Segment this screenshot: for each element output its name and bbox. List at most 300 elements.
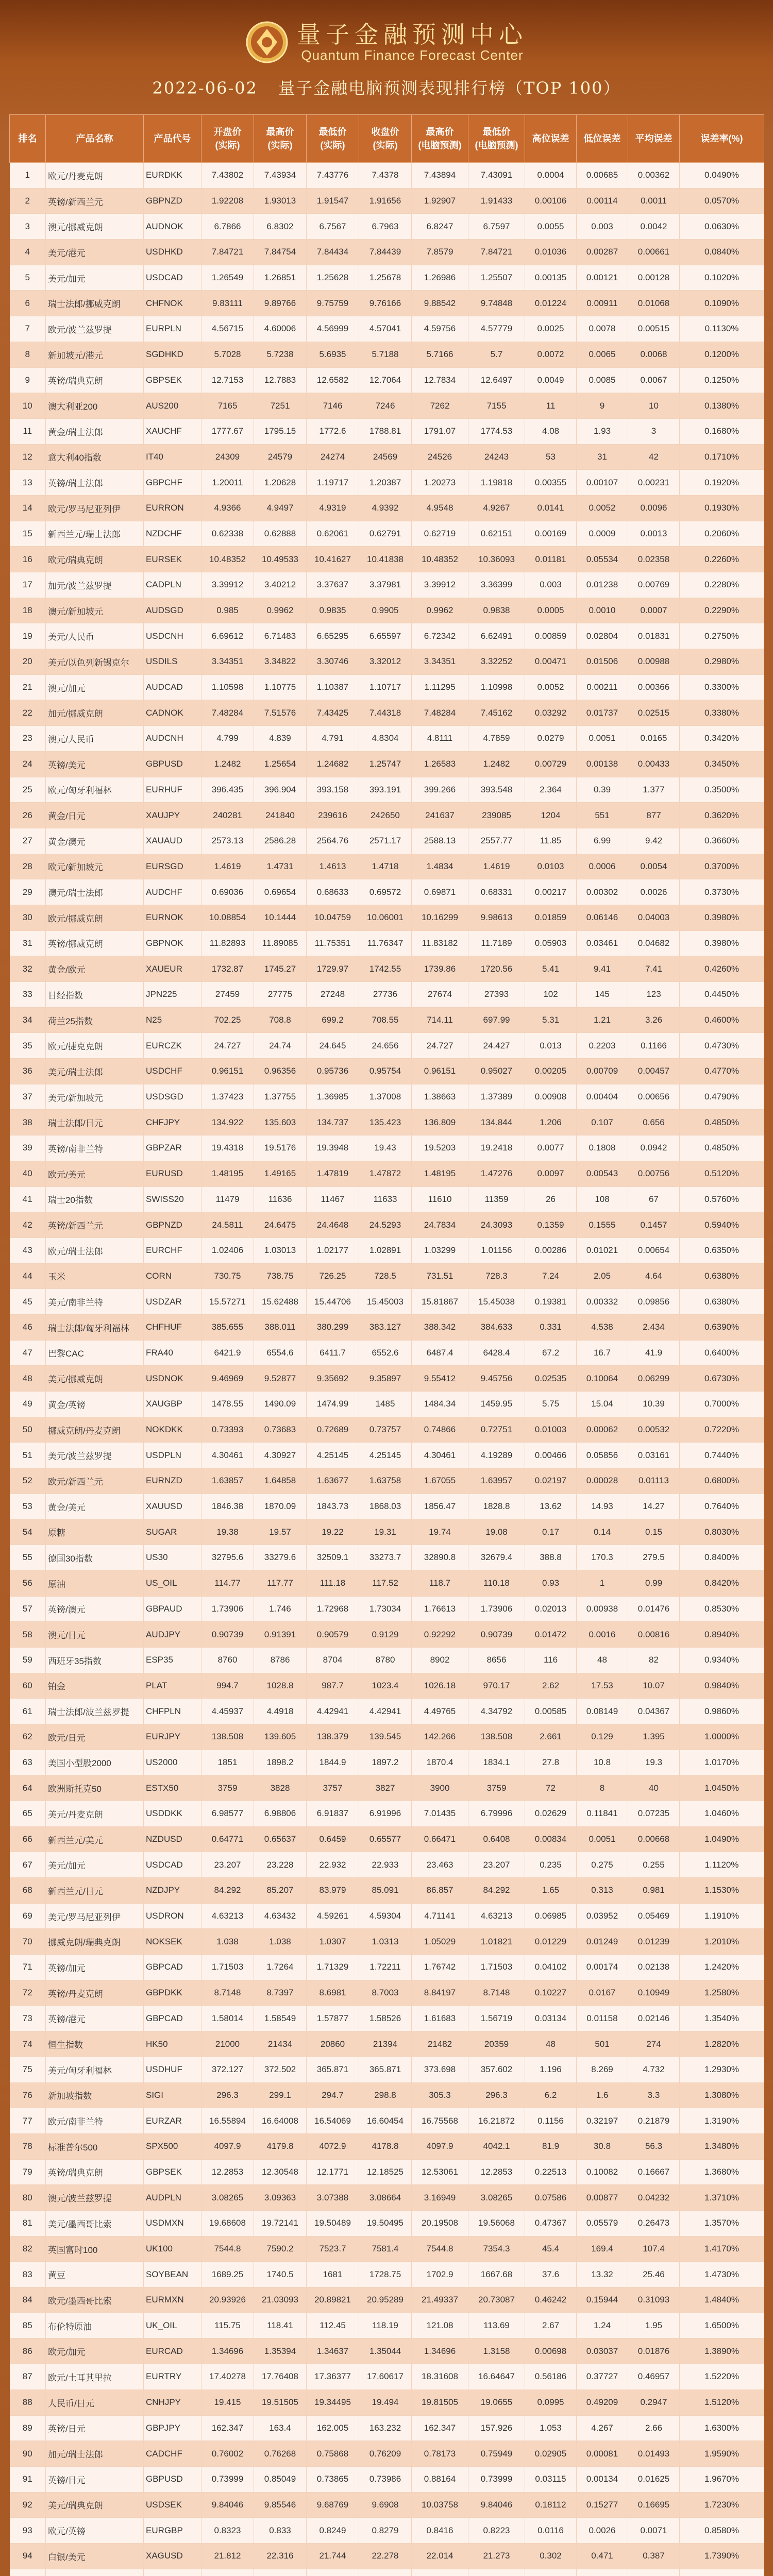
- error-rate-cell: 0.0490%: [680, 163, 764, 189]
- pred-high-cell: 388.342: [412, 1314, 468, 1340]
- column-header-label: 低位误差: [583, 133, 621, 144]
- close-cell: 5.7188: [359, 342, 412, 367]
- table-row: [10, 316, 764, 342]
- close-cell: 7581.4: [359, 2236, 412, 2262]
- rank-cell: 66: [10, 1826, 46, 1852]
- pred-low-cell: 1459.95: [468, 1392, 525, 1417]
- close-cell: 6.91996: [359, 1801, 412, 1827]
- close-cell: 1.35044: [359, 2338, 412, 2364]
- product-code-cell: XAUGBP: [144, 1392, 201, 1417]
- product-code-cell: EURNOK: [144, 905, 201, 930]
- product-name-cell: 美国小型股2000: [46, 1750, 144, 1775]
- rank-cell: 76: [10, 2082, 46, 2108]
- low-error-cell: 0.0010: [577, 598, 628, 623]
- low-cell: 0.75868: [307, 2441, 359, 2467]
- high-error-cell: 0.56186: [525, 2364, 577, 2390]
- high-error-cell: 11: [525, 393, 577, 419]
- low-cell: 4.9319: [307, 495, 359, 521]
- error-rate-cell: 0.6800%: [680, 1468, 764, 1494]
- high-cell: 8.7397: [254, 1980, 307, 2006]
- high-error-cell: 11.85: [525, 828, 577, 854]
- rank-cell: 91: [10, 2466, 46, 2492]
- avg-error-cell: 0.0007: [628, 598, 680, 623]
- high-cell: 0.62888: [254, 521, 307, 547]
- pred-low-cell: 4.7859: [468, 726, 525, 752]
- rank-cell: 45: [10, 1289, 46, 1315]
- product-name-cell: 美元/波兰兹罗提: [46, 1443, 144, 1468]
- close-cell: 1485: [359, 1392, 412, 1417]
- table-row: [10, 214, 764, 240]
- close-cell: 393.191: [359, 777, 412, 803]
- product-code-cell: AUDNOK: [144, 214, 201, 240]
- avg-error-cell: 0.02515: [628, 700, 680, 726]
- product-name-cell: 美元/丹麦克朗: [46, 1801, 144, 1827]
- open-cell: 84.292: [201, 1878, 254, 1904]
- low-error-cell: 30.8: [577, 2133, 628, 2159]
- pred-low-cell: 12.2853: [468, 2159, 525, 2185]
- avg-error-cell: 0.01876: [628, 2338, 680, 2364]
- low-cell: 83.979: [307, 1878, 359, 1904]
- open-cell: [201, 2569, 254, 2576]
- table-row: [10, 1468, 764, 1494]
- pred-low-cell: 7.43091: [468, 163, 525, 189]
- rank-cell: 28: [10, 854, 46, 879]
- high-error-cell: 7.24: [525, 1263, 577, 1289]
- table-row: [10, 1750, 764, 1775]
- pred-high-cell: 0.62719: [412, 521, 468, 547]
- pred-high-cell: 8902: [412, 1647, 468, 1673]
- high-error-cell: 0.01224: [525, 291, 577, 316]
- product-code-cell: IT40: [144, 444, 201, 470]
- low-cell: 16.54069: [307, 2108, 359, 2134]
- product-code-cell: GBPSEK: [144, 2159, 201, 2185]
- high-error-cell: 1.206: [525, 1110, 577, 1136]
- product-code-cell: GBPCAD: [144, 2006, 201, 2031]
- close-cell: 4.25145: [359, 1443, 412, 1468]
- avg-error-cell: 0.0042: [628, 214, 680, 240]
- pred-high-cell: 305.3: [412, 2082, 468, 2108]
- avg-error-cell: 0.02146: [628, 2006, 680, 2031]
- pred-high-cell: 7.8579: [412, 240, 468, 265]
- table-row: [10, 2082, 764, 2108]
- table-row: [10, 674, 764, 700]
- product-name-cell: 恒生指数: [46, 2031, 144, 2057]
- product-code-cell: US2000: [144, 1750, 201, 1775]
- low-cell: 1.72968: [307, 1596, 359, 1622]
- low-cell: 1843.73: [307, 1494, 359, 1519]
- high-error-cell: 0.18112: [525, 2492, 577, 2518]
- high-error-cell: 0.07586: [525, 2185, 577, 2211]
- high-error-cell: 0.03134: [525, 2006, 577, 2031]
- product-code-cell: GBPUSD: [144, 2466, 201, 2492]
- high-error-cell: 0.02905: [525, 2441, 577, 2467]
- product-name-cell: 新西兰元/日元: [46, 1878, 144, 1904]
- open-cell: 6.7866: [201, 214, 254, 240]
- pred-high-cell: 8.84197: [412, 1980, 468, 2006]
- low-cell: 7146: [307, 393, 359, 419]
- rank-cell: 85: [10, 2313, 46, 2338]
- pred-low-cell: 6428.4: [468, 1340, 525, 1366]
- high-cell: 396.904: [254, 777, 307, 803]
- open-cell: 0.8323: [201, 2518, 254, 2544]
- product-code-cell: EURRON: [144, 495, 201, 521]
- open-cell: 7165: [201, 393, 254, 419]
- product-code-cell: USDILS: [144, 649, 201, 675]
- error-rate-cell: 0.3420%: [680, 726, 764, 752]
- open-cell: 296.3: [201, 2082, 254, 2108]
- high-cell: 1898.2: [254, 1750, 307, 1775]
- error-rate-cell: 0.2280%: [680, 572, 764, 598]
- low-cell: 699.2: [307, 1007, 359, 1033]
- avg-error-cell: 25.46: [628, 2262, 680, 2287]
- low-cell: 1844.9: [307, 1750, 359, 1775]
- close-cell: 708.55: [359, 1007, 412, 1033]
- table-row: [10, 1826, 764, 1852]
- high-error-cell: 48: [525, 2031, 577, 2057]
- pred-low-cell: 11.7189: [468, 930, 525, 956]
- pred-low-cell: 134.844: [468, 1110, 525, 1136]
- high-error-cell: 0.00698: [525, 2338, 577, 2364]
- product-code-cell: XAGUSD: [144, 2543, 201, 2569]
- rank-cell: 70: [10, 1929, 46, 1955]
- low-cell: 1474.99: [307, 1392, 359, 1417]
- product-code-cell: AUDSGD: [144, 598, 201, 623]
- rank-cell: 4: [10, 240, 46, 265]
- high-error-cell: 0.03292: [525, 700, 577, 726]
- close-cell: 1742.55: [359, 956, 412, 982]
- pred-low-cell: 1.01156: [468, 1238, 525, 1263]
- open-cell: 11.82893: [201, 930, 254, 956]
- high-cell: 163.4: [254, 2415, 307, 2441]
- table-row: [10, 2159, 764, 2185]
- pred-high-cell: 3.16949: [412, 2185, 468, 2211]
- product-name-cell: 新西兰元/美元: [46, 1826, 144, 1852]
- error-rate-cell: [680, 2569, 764, 2576]
- close-cell: 3.32012: [359, 649, 412, 675]
- open-cell: 19.68608: [201, 2211, 254, 2236]
- open-cell: 3759: [201, 1775, 254, 1801]
- product-name-cell: 白银/美元: [46, 2543, 144, 2569]
- low-error-cell: 0.00404: [577, 1084, 628, 1110]
- pred-low-cell: 7354.3: [468, 2236, 525, 2262]
- close-cell: 163.232: [359, 2415, 412, 2441]
- low-cell: 112.45: [307, 2313, 359, 2338]
- close-cell: 1.37008: [359, 1084, 412, 1110]
- high-cell: 1795.15: [254, 418, 307, 444]
- open-cell: 6.98577: [201, 1801, 254, 1827]
- table-row: [10, 1110, 764, 1136]
- product-code-cell: GBPCAD: [144, 1955, 201, 1980]
- product-code-cell: SPX500: [144, 2133, 201, 2159]
- rank-cell: 90: [10, 2441, 46, 2467]
- pred-high-cell: 1.38663: [412, 1084, 468, 1110]
- high-error-cell: 0.0279: [525, 726, 577, 752]
- high-cell: 1.49165: [254, 1161, 307, 1187]
- error-rate-cell: 0.0570%: [680, 188, 764, 214]
- high-error-cell: 0.47367: [525, 2211, 577, 2236]
- avg-error-cell: 0.1166: [628, 1033, 680, 1059]
- rank-cell: 57: [10, 1596, 46, 1622]
- product-name-cell: 德国30指数: [46, 1545, 144, 1571]
- pred-high-cell: 3.39912: [412, 572, 468, 598]
- pred-high-cell: 1.26986: [412, 265, 468, 291]
- pred-low-cell: 19.2418: [468, 1136, 525, 1161]
- pred-low-cell: 20359: [468, 2031, 525, 2057]
- error-rate-cell: 0.4790%: [680, 1084, 764, 1110]
- product-code-cell: USDSGD: [144, 1084, 201, 1110]
- avg-error-cell: 0.02138: [628, 1955, 680, 1980]
- close-cell: 383.127: [359, 1314, 412, 1340]
- rank-cell: 63: [10, 1750, 46, 1775]
- rank-cell: 72: [10, 1980, 46, 2006]
- brand-name-cn: 量子金融预测中心: [297, 21, 528, 48]
- pred-low-cell: 24.427: [468, 1033, 525, 1059]
- rank-cell: 2: [10, 188, 46, 214]
- low-error-cell: 0.0051: [577, 726, 628, 752]
- error-rate-cell: 0.2060%: [680, 521, 764, 547]
- pred-high-cell: 3.34351: [412, 649, 468, 675]
- high-error-cell: 0.0025: [525, 316, 577, 342]
- product-code-cell: USDSEK: [144, 2492, 201, 2518]
- rank-cell: 53: [10, 1494, 46, 1519]
- table-row: [10, 1007, 764, 1033]
- table-row: [10, 1903, 764, 1929]
- error-rate-cell: 0.4770%: [680, 1059, 764, 1084]
- column-header: [468, 115, 525, 163]
- column-header-label: 排名: [18, 133, 37, 144]
- high-cell: 0.91391: [254, 1622, 307, 1648]
- close-cell: 3.37981: [359, 572, 412, 598]
- high-cell: 3828: [254, 1775, 307, 1801]
- close-cell: 4.57041: [359, 316, 412, 342]
- avg-error-cell: 0.01831: [628, 623, 680, 649]
- pred-high-cell: 12.7834: [412, 367, 468, 393]
- column-header-sublabel: (实际): [373, 140, 398, 150]
- column-header-label: 最低价: [482, 127, 511, 137]
- product-code-cell: EURDKK: [144, 163, 201, 189]
- pred-high-cell: 373.698: [412, 2057, 468, 2082]
- close-cell: 1868.03: [359, 1494, 412, 1519]
- error-rate-cell: 0.8940%: [680, 1622, 764, 1648]
- high-cell: 3.40212: [254, 572, 307, 598]
- product-code-cell: EURGBP: [144, 2518, 201, 2544]
- low-error-cell: 0.01238: [577, 572, 628, 598]
- avg-error-cell: 10: [628, 393, 680, 419]
- low-cell: 1681: [307, 2262, 359, 2287]
- product-code-cell: EURPLN: [144, 316, 201, 342]
- high-cell: 11.89085: [254, 930, 307, 956]
- low-cell: 0.90579: [307, 1622, 359, 1648]
- product-name-cell: 英镑/日元: [46, 2466, 144, 2492]
- pred-high-cell: 1.05029: [412, 1929, 468, 1955]
- low-error-cell: 0.0016: [577, 1622, 628, 1648]
- open-cell: 2573.13: [201, 828, 254, 854]
- table-body: [10, 163, 764, 2576]
- low-cell: 4072.9: [307, 2133, 359, 2159]
- product-name-cell: 英镑/南非兰特: [46, 1136, 144, 1161]
- high-cell: 0.833: [254, 2518, 307, 2544]
- pred-low-cell: 0.68331: [468, 879, 525, 905]
- low-error-cell: 0.00121: [577, 265, 628, 291]
- error-rate-cell: 0.3620%: [680, 803, 764, 828]
- open-cell: 134.922: [201, 1110, 254, 1136]
- rank-cell: 30: [10, 905, 46, 930]
- table-row: [10, 1059, 764, 1084]
- column-header-label: 收盘价: [371, 127, 399, 137]
- open-cell: 3.39912: [201, 572, 254, 598]
- error-rate-cell: 0.5940%: [680, 1212, 764, 1238]
- product-name-cell: 澳元/日元: [46, 1622, 144, 1648]
- pred-low-cell: 19.08: [468, 1519, 525, 1545]
- error-rate-cell: 1.6500%: [680, 2313, 764, 2338]
- high-cell: 27775: [254, 982, 307, 1008]
- open-cell: 1.02406: [201, 1238, 254, 1263]
- open-cell: 10.48352: [201, 547, 254, 572]
- table-row: [10, 1622, 764, 1648]
- low-error-cell: 551: [577, 803, 628, 828]
- high-error-cell: 0.00729: [525, 751, 577, 777]
- error-rate-cell: 0.1930%: [680, 495, 764, 521]
- high-cell: 1.10775: [254, 674, 307, 700]
- high-error-cell: 81.9: [525, 2133, 577, 2159]
- low-cell: 21.744: [307, 2543, 359, 2569]
- high-cell: 0.9962: [254, 598, 307, 623]
- open-cell: 1.71503: [201, 1955, 254, 1980]
- product-code-cell: GBPNOK: [144, 930, 201, 956]
- rank-cell: 12: [10, 444, 46, 470]
- product-code-cell: USDRON: [144, 1903, 201, 1929]
- pred-high-cell: 0.92292: [412, 1622, 468, 1648]
- low-cell: 0.72689: [307, 1417, 359, 1443]
- high-error-cell: 0.01229: [525, 1929, 577, 1955]
- open-cell: 114.77: [201, 1570, 254, 1596]
- rank-cell: 7: [10, 316, 46, 342]
- low-error-cell: 9.41: [577, 956, 628, 982]
- high-cell: 4.63432: [254, 1903, 307, 1929]
- product-name-cell: 欧元/日元: [46, 1724, 144, 1750]
- high-error-cell: 1.196: [525, 2057, 577, 2082]
- open-cell: 20.93926: [201, 2287, 254, 2313]
- low-error-cell: 0.00287: [577, 240, 628, 265]
- pred-high-cell: 0.78173: [412, 2441, 468, 2467]
- pred-low-cell: 0.62151: [468, 521, 525, 547]
- high-error-cell: 0.00135: [525, 265, 577, 291]
- low-error-cell: 0.02804: [577, 623, 628, 649]
- high-cell: 4.30927: [254, 1443, 307, 1468]
- high-cell: 9.89766: [254, 291, 307, 316]
- product-code-cell: NZDJPY: [144, 1878, 201, 1904]
- high-cell: 17.76408: [254, 2364, 307, 2390]
- product-code-cell: NOKDKK: [144, 1417, 201, 1443]
- pred-high-cell: 23.463: [412, 1852, 468, 1878]
- product-code-cell: PLAT: [144, 1673, 201, 1699]
- close-cell: 33273.7: [359, 1545, 412, 1571]
- high-error-cell: 0.00355: [525, 470, 577, 496]
- pred-high-cell: 1791.07: [412, 418, 468, 444]
- close-cell: 19.50495: [359, 2211, 412, 2236]
- pred-low-cell: 1.71503: [468, 1955, 525, 1980]
- high-cell: 0.65637: [254, 1826, 307, 1852]
- avg-error-cell: 0.31093: [628, 2287, 680, 2313]
- open-cell: 4.63213: [201, 1903, 254, 1929]
- product-name-cell: 美元/新加坡元: [46, 1084, 144, 1110]
- close-cell: 19.494: [359, 2389, 412, 2415]
- high-cell: 19.5176: [254, 1136, 307, 1161]
- error-rate-cell: 0.3380%: [680, 700, 764, 726]
- table-row: [10, 470, 764, 496]
- error-rate-cell: 1.3890%: [680, 2338, 764, 2364]
- pred-high-cell: 24.7834: [412, 1212, 468, 1238]
- low-cell: 6411.7: [307, 1340, 359, 1366]
- low-error-cell: 0.01506: [577, 649, 628, 675]
- high-error-cell: 0.01472: [525, 1622, 577, 1648]
- avg-error-cell: 0.10949: [628, 1980, 680, 2006]
- close-cell: 4.8304: [359, 726, 412, 752]
- product-name-cell: 新加坡元/港元: [46, 342, 144, 367]
- error-rate-cell: 0.4450%: [680, 982, 764, 1008]
- rank-cell: 94: [10, 2543, 46, 2569]
- close-cell: [359, 2569, 412, 2576]
- high-cell: 7251: [254, 393, 307, 419]
- column-header-label: 高位误差: [532, 133, 569, 144]
- close-cell: 0.9905: [359, 598, 412, 623]
- high-error-cell: 27.8: [525, 1750, 577, 1775]
- open-cell: 21.812: [201, 2543, 254, 2569]
- high-error-cell: 5.31: [525, 1007, 577, 1033]
- pred-low-cell: 9.45756: [468, 1366, 525, 1392]
- high-cell: 15.62488: [254, 1289, 307, 1315]
- high-cell: 4.839: [254, 726, 307, 752]
- product-name-cell: 英镑/挪威克朗: [46, 930, 144, 956]
- avg-error-cell: 274: [628, 2031, 680, 2057]
- pred-low-cell: 1774.53: [468, 418, 525, 444]
- avg-error-cell: 0.981: [628, 1878, 680, 1904]
- avg-error-cell: 0.656: [628, 1110, 680, 1136]
- pred-high-cell: 1484.34: [412, 1392, 468, 1417]
- pred-low-cell: 0.95027: [468, 1059, 525, 1084]
- open-cell: 4.56715: [201, 316, 254, 342]
- error-rate-cell: 0.4850%: [680, 1110, 764, 1136]
- product-code-cell: CHFHUF: [144, 1314, 201, 1340]
- pred-low-cell: 6.79996: [468, 1801, 525, 1827]
- table-row: [10, 2031, 764, 2057]
- brand-row: [0, 0, 773, 64]
- open-cell: 24.5811: [201, 1212, 254, 1238]
- error-rate-cell: 1.5120%: [680, 2389, 764, 2415]
- product-name-cell: 英镑/瑞士法郎: [46, 470, 144, 496]
- pred-low-cell: 110.18: [468, 1570, 525, 1596]
- product-code-cell: CHFNOK: [144, 291, 201, 316]
- product-name-cell: 黄金/英镑: [46, 1392, 144, 1417]
- avg-error-cell: 123: [628, 982, 680, 1008]
- low-cell: 8.6981: [307, 1980, 359, 2006]
- low-cell: 1.02177: [307, 1238, 359, 1263]
- low-cell: 3.07388: [307, 2185, 359, 2211]
- error-rate-cell: 0.4600%: [680, 1007, 764, 1033]
- low-cell: 1.57877: [307, 2006, 359, 2031]
- open-cell: 7544.8: [201, 2236, 254, 2262]
- low-cell: 138.379: [307, 1724, 359, 1750]
- table-row: [10, 418, 764, 444]
- error-rate-cell: 0.0630%: [680, 214, 764, 240]
- pred-high-cell: 4.8111: [412, 726, 468, 752]
- close-cell: 1.63758: [359, 1468, 412, 1494]
- pred-high-cell: 6487.4: [412, 1340, 468, 1366]
- high-error-cell: 0.331: [525, 1314, 577, 1340]
- pred-high-cell: 21.49337: [412, 2287, 468, 2313]
- product-code-cell: EURTRY: [144, 2364, 201, 2390]
- open-cell: 7.84721: [201, 240, 254, 265]
